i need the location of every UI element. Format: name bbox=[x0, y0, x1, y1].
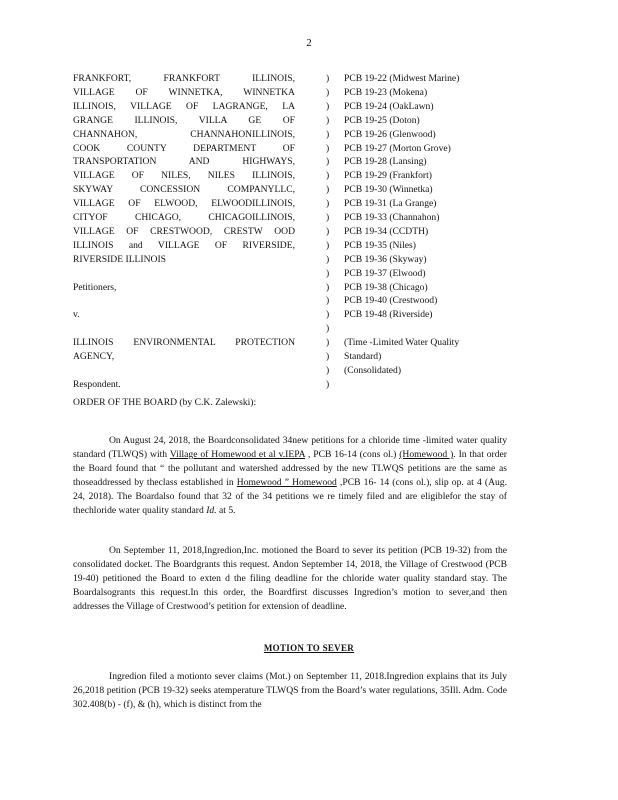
caption-docket-line: PCB 19-40 (Crestwood) bbox=[344, 295, 438, 307]
section-heading-text: MOTION TO SEVER bbox=[263, 643, 355, 653]
caption-bracket: ) bbox=[326, 239, 330, 251]
paragraph-3: Ingredion filed a motionto sever claims (Mot.) on September 11, 2018.Ingredion explains that its July 26,2018 petition (PCB 19-32) seeks atemperature TLWQS from the Board’s water regulations, 35Ill. Adm. Code 302.408(b) - (f), & (h), which is distinct from the bbox=[73, 671, 507, 710]
caption-docket-line: PCB 19-38 (Chicago) bbox=[344, 281, 428, 293]
caption-bracket: ) bbox=[326, 281, 330, 293]
para1-text-3: . In that order the Board found that “ the pollutant and watershed addressed by the new TLWQS petitions are the same as thoseaddressed by theclass established in bbox=[73, 449, 507, 488]
caption-bracket: ) bbox=[326, 184, 330, 196]
caption-bracket: ) bbox=[326, 364, 330, 376]
caption-party-line: ILLINOIS and VILLAGE OF RIVERSIDE, bbox=[73, 239, 295, 251]
case-citation-link-2: (Homewood ) bbox=[399, 449, 454, 460]
caption-party-line: VILLAGE OF NILES, NILES ILLINOIS, bbox=[73, 170, 295, 182]
caption-docket-line bbox=[344, 378, 514, 392]
para1-text-2: , PCB 16-14 (cons ol.) bbox=[305, 449, 400, 460]
caption-bracket: ) bbox=[326, 114, 330, 126]
caption-bracket: ) bbox=[326, 351, 330, 362]
caption-docket-line: PCB 19-30 (Winnetka) bbox=[344, 184, 433, 196]
caption-docket-line: (Time -Limited Water Quality bbox=[344, 337, 460, 349]
caption-docket-line: PCB 19-22 (Midwest Marine) bbox=[344, 73, 460, 84]
caption-docket-line bbox=[344, 322, 514, 336]
caption-party-line bbox=[73, 294, 295, 308]
caption-bracket: ) bbox=[326, 267, 330, 279]
caption-party-line: v. bbox=[73, 309, 80, 321]
caption-party-line: VILLAGE OF WINNETKA, WINNETKA bbox=[73, 86, 295, 98]
caption-bracket: ) bbox=[326, 100, 330, 112]
caption-party-line: RIVERSIDE ILLINOIS bbox=[73, 253, 166, 265]
caption-docket-line: PCB 19-29 (Frankfort) bbox=[344, 170, 432, 182]
caption-party-line: CITYOF CHICAGO, CHICAGOILLINOIS, bbox=[73, 212, 295, 223]
caption-docket-line: PCB 19-25 (Doton) bbox=[344, 114, 420, 126]
caption-docket-line: Standard) bbox=[344, 351, 382, 362]
para1-text-1: On August 24, 2018, the Boardconsolidated 34new petitions for a chloride time -limited water quality standard (TLWQS) with bbox=[73, 435, 507, 460]
caption-bracket: ) bbox=[326, 170, 330, 182]
caption-docket-line: PCB 19-26 (Glenwood) bbox=[344, 128, 436, 140]
order-line: ORDER OF THE BOARD (by C.K. Zalewski): bbox=[73, 397, 257, 408]
caption-bracket: ) bbox=[326, 378, 330, 390]
paragraph-1 bbox=[73, 434, 507, 518]
caption-bracket: ) bbox=[326, 142, 330, 154]
caption-bracket: ) bbox=[326, 86, 330, 98]
paragraph-2: On September 11, 2018,Ingredion,Inc. motioned the Board to sever its petition (PCB 19-32) from the consolidated docket. The Boardgrants this request. Andon September 14, 2018, the Village of Crestwood (PCB 19-40) petitioned the Board to exten d the filing deadline for the chloride water quality standard stay. The Boardalsogrants this request.In this order, the Boardfirst discusses Ingredion’s motion to sever,and then addresses the Village of Crestwood’s petition for extension of deadline. bbox=[73, 545, 507, 612]
caption-bracket: ) bbox=[326, 295, 330, 307]
caption-party-line bbox=[73, 364, 295, 378]
caption-bracket: ) bbox=[326, 198, 330, 210]
caption-party-line: SKYWAY CONCESSION COMPANYLLC, bbox=[73, 184, 295, 196]
para1-text-5: at 5. bbox=[216, 505, 236, 516]
caption-bracket: ) bbox=[326, 253, 330, 265]
caption-party-line: GRANGE ILLINOIS, VILLA GE OF bbox=[73, 114, 295, 126]
caption-bracket: ) bbox=[326, 73, 330, 84]
caption-bracket: ) bbox=[326, 225, 330, 237]
id-citation: Id. bbox=[206, 505, 217, 516]
page-number: 2 bbox=[306, 37, 312, 49]
caption-docket-line: PCB 19-35 (Niles) bbox=[344, 239, 416, 251]
caption-docket-line: PCB 19-31 (La Grange) bbox=[344, 198, 437, 210]
caption-docket-line: (Consolidated) bbox=[344, 364, 402, 376]
para1-text-4: ,PCB 16- 14 (cons ol.), slip op. at 4 (Aug. 24, 2018). The Boardalso found that 32 of the 34 petitions we re timely filed and are eligiblefor the stay of thechloride water quality standard bbox=[73, 477, 508, 516]
caption-party-line: Petitioners, bbox=[73, 281, 117, 293]
caption-party-line: CHANNAHON, CHANNAHONILLINOIS, bbox=[73, 128, 295, 140]
caption-bracket: ) bbox=[326, 156, 330, 168]
caption-docket-line: PCB 19-48 (Riverside) bbox=[344, 309, 433, 321]
caption-docket-line: PCB 19-27 (Morton Grove) bbox=[344, 142, 451, 154]
caption-docket-line: PCB 19-24 (OakLawn) bbox=[344, 100, 434, 112]
caption-party-line bbox=[73, 322, 295, 336]
caption-party-line bbox=[73, 267, 295, 281]
caption-party-line: FRANKFORT, FRANKFORT ILLINOIS, bbox=[73, 73, 295, 84]
caption-bracket: ) bbox=[326, 212, 330, 223]
caption-party-line: AGENCY, bbox=[73, 351, 115, 362]
caption-docket-line: PCB 19-36 (Skyway) bbox=[344, 253, 427, 265]
caption-docket-line: PCB 19-37 (Elwood) bbox=[344, 267, 426, 279]
caption-party-line: ILLINOIS, VILLAGE OF LAGRANGE, LA bbox=[73, 100, 295, 112]
caption-docket-line: PCB 19-34 (CCDTH) bbox=[344, 225, 429, 237]
case-caption bbox=[73, 72, 513, 390]
caption-party-line: TRANSPORTATION AND HIGHWAYS, bbox=[73, 156, 295, 168]
caption-docket-line: PCB 19-23 (Mokena) bbox=[344, 86, 428, 98]
caption-party-line: VILLAGE OF CRESTWOOD, CRESTW OOD bbox=[73, 225, 295, 237]
caption-docket-line: PCB 19-33 (Channahon) bbox=[344, 212, 440, 223]
section-heading bbox=[0, 643, 618, 653]
caption-party-line: VILLAGE OF ELWOOD, ELWOODILLINOIS, bbox=[73, 198, 295, 210]
caption-bracket: ) bbox=[326, 323, 330, 335]
caption-bracket: ) bbox=[326, 128, 330, 140]
case-citation-link-3: Homewood ” Homewood bbox=[236, 477, 337, 488]
case-citation-link-1: Village of Homewood et al v.IEPA bbox=[169, 449, 306, 460]
caption-party-line: COOK COUNTY DEPARTMENT OF bbox=[73, 142, 295, 154]
caption-party-line: Respondent. bbox=[73, 378, 121, 390]
caption-docket-line: PCB 19-28 (Lansing) bbox=[344, 156, 427, 168]
caption-party-line: ILLINOIS ENVIRONMENTAL PROTECTION bbox=[73, 337, 295, 349]
caption-bracket: ) bbox=[326, 309, 330, 321]
caption-bracket: ) bbox=[326, 337, 330, 349]
